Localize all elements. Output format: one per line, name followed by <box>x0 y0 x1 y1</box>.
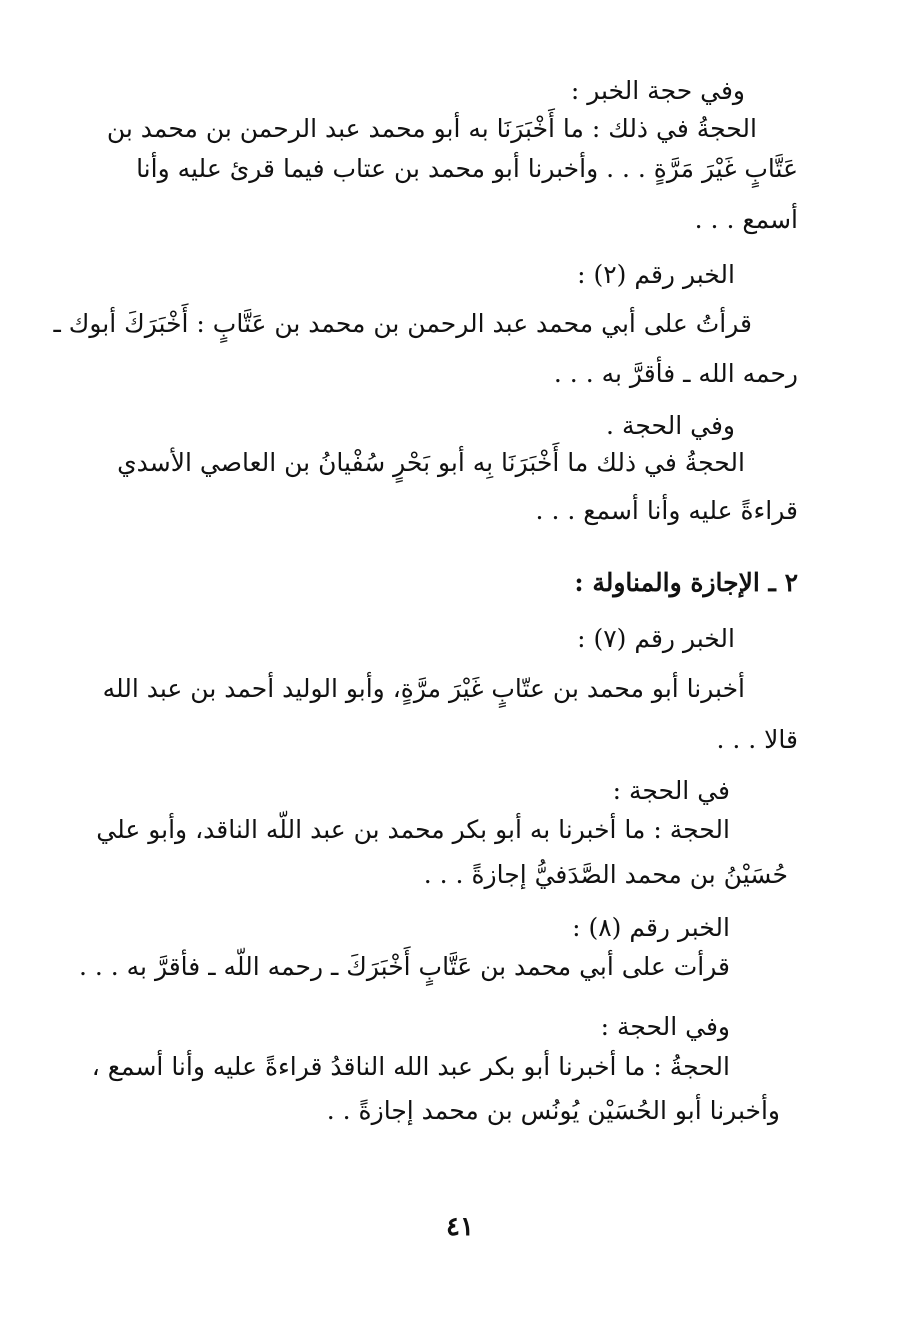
text-line: في الحجة : <box>612 776 730 805</box>
text-line: وفي حجة الخبر : <box>570 76 745 105</box>
text-line: وفي الحجة : <box>600 1012 730 1041</box>
text-line: أخبرنا أبو محمد بن عتّابٍ غَيْرَ مرَّةٍ، وأبو الوليد أحمد بن عبد الله <box>102 674 745 703</box>
text-line: الخبر رقم (٢) : <box>577 260 735 289</box>
text-line: الحجةُ في ذلك : ما أَخْبَرَنَا به أبو محمد عبد الرحمن بن محمد بن <box>106 114 757 143</box>
text-line: قرأت على أبي محمد بن عَتَّابٍ أَخْبَرَكَ ـ رحمه اللّه ـ فأقرَّ به . . . <box>78 952 730 981</box>
text-line: وفي الحجة . <box>606 411 735 440</box>
text-line: عَتَّابٍ غَيْرَ مَرَّةٍ . . . وأخبرنا أبو محمد بن عتاب فيما قرئ عليه وأنا <box>136 154 798 183</box>
text-line: قراءةً عليه وأنا أسمع . . . <box>535 496 798 525</box>
text-line: الخبر رقم (٧) : <box>577 624 735 653</box>
text-line: أسمع . . . <box>694 205 798 234</box>
text-line: الحجةُ في ذلك ما أَخْبَرَنَا بِه أبو بَحْرٍ سُفْيانُ بن العاصي الأسدي <box>117 448 745 477</box>
section-heading: ٢ ـ الإجازة والمناولة : <box>574 568 798 597</box>
text-line: الحجةُ : ما أخبرنا أبو بكر عبد الله الناقدُ قراءةً عليه وأنا أسمع ، <box>91 1052 730 1081</box>
text-line: حُسَيْنُ بن محمد الصَّدَفيُّ إجازةً . . . <box>423 860 788 889</box>
text-line: رحمه الله ـ فأقرَّ به . . . <box>553 359 798 388</box>
text-line: الحجة : ما أخبرنا به أبو بكر محمد بن عبد اللّه الناقد، وأبو علي <box>96 815 730 844</box>
text-line: قالا . . . <box>716 725 798 754</box>
text-line: قرأتُ على أبي محمد عبد الرحمن بن محمد بن عَتَّابٍ : أَخْبَرَكَ أبوك ـ <box>53 309 752 338</box>
page-number: ٤١ <box>446 1212 474 1242</box>
text-line: الخبر رقم (٨) : <box>572 913 730 942</box>
text-line: وأخبرنا أبو الحُسَيْن يُونُس بن محمد إجازةً . . <box>326 1096 780 1125</box>
